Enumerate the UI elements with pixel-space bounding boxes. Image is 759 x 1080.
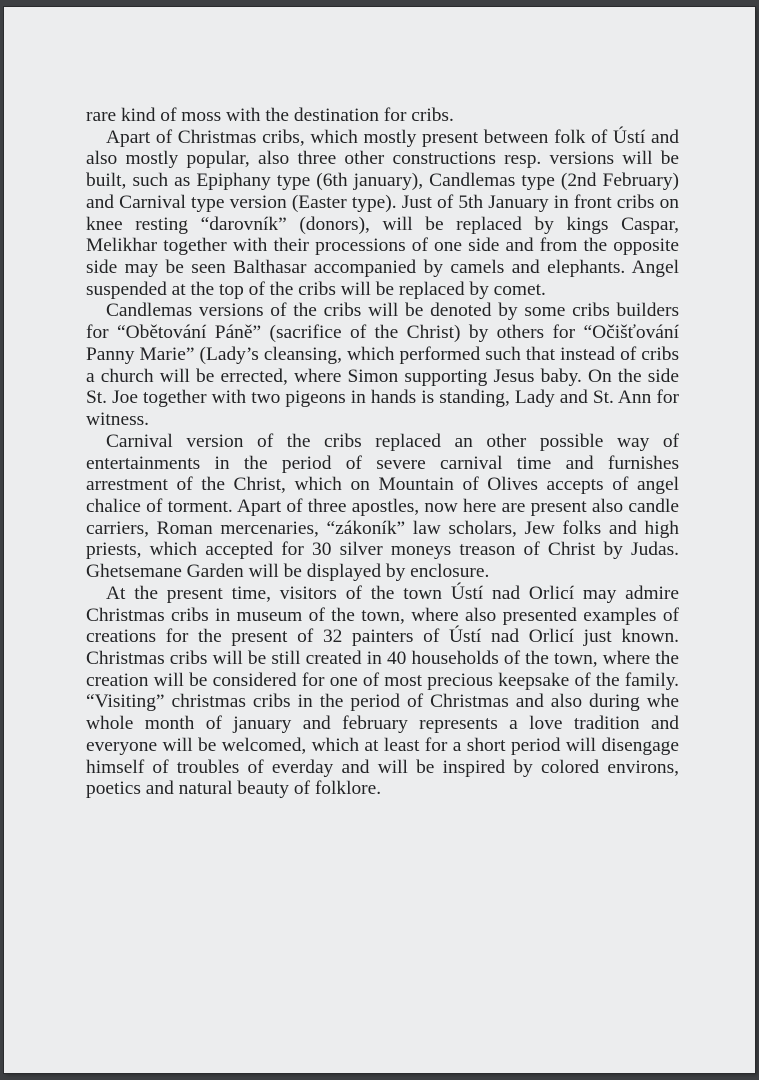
- paragraph-4: Carnival version of the cribs replaced an other possible way of entertainments in the period of severe carnival time and furnishes arrestment of the Christ, which on Mountain of Olives accepts of angel chalice of torment. Apart of three apostles, now here are present also candle carriers, Roman mercenaries, “zákoník” law scholars, Jew folks and high priests, which accepted for 30 silver moneys treason of Christ by Judas. Ghetsemane Garden will be displayed by enclosure.: [86, 430, 679, 583]
- document-page: [4, 7, 755, 1073]
- paragraph-5: At the present time, visitors of the town Ústí nad Orlicí may admire Christmas cribs in museum of the town, where also presented examples of creations for the present of 32 painters of Ústí nad Orlicí just known. Christmas cribs will be still created in 40 households of the town, where the creation will be considered for one of most precious keepsake of the family. “Visiting” christmas cribs in the period of Christmas and also during whe whole month of january and february represents a love tradition and everyone will be welcomed, which at least for a short period will disengage himself of troubles of everday and will be inspired by colored environs, poetics and natural beauty of folklore.: [86, 582, 679, 800]
- paragraph-2: Apart of Christmas cribs, which mostly present between folk of Ústí and also mostly popular, also three other constructions resp. versions will be built, such as Epiphany type (6th january), Candlemas type (2nd February) and Carnival type version (Easter type). Just of 5th January in front cribs on knee resting “darovník” (donors), will be replaced by kings Caspar, Melikhar together with their processions of one side and from the opposite side may be seen Balthasar accompanied by camels and elephants. Angel suspended at the top of the cribs will be replaced by comet.: [86, 126, 679, 300]
- paragraph-3: Candlemas versions of the cribs will be denoted by some cribs builders for “Obětování Páně” (sacrifice of the Christ) by others for “Očišťování Panny Marie” (Lady’s cleansing, which performed such that instead of cribs a church will be errected, where Simon supporting Jesus baby. On the side St. Joe together with two pigeons in hands is standing, Lady and St. Ann for witness.: [86, 300, 679, 431]
- body-text: [86, 105, 679, 800]
- paragraph-1: rare kind of moss with the destination for cribs.: [86, 105, 454, 126]
